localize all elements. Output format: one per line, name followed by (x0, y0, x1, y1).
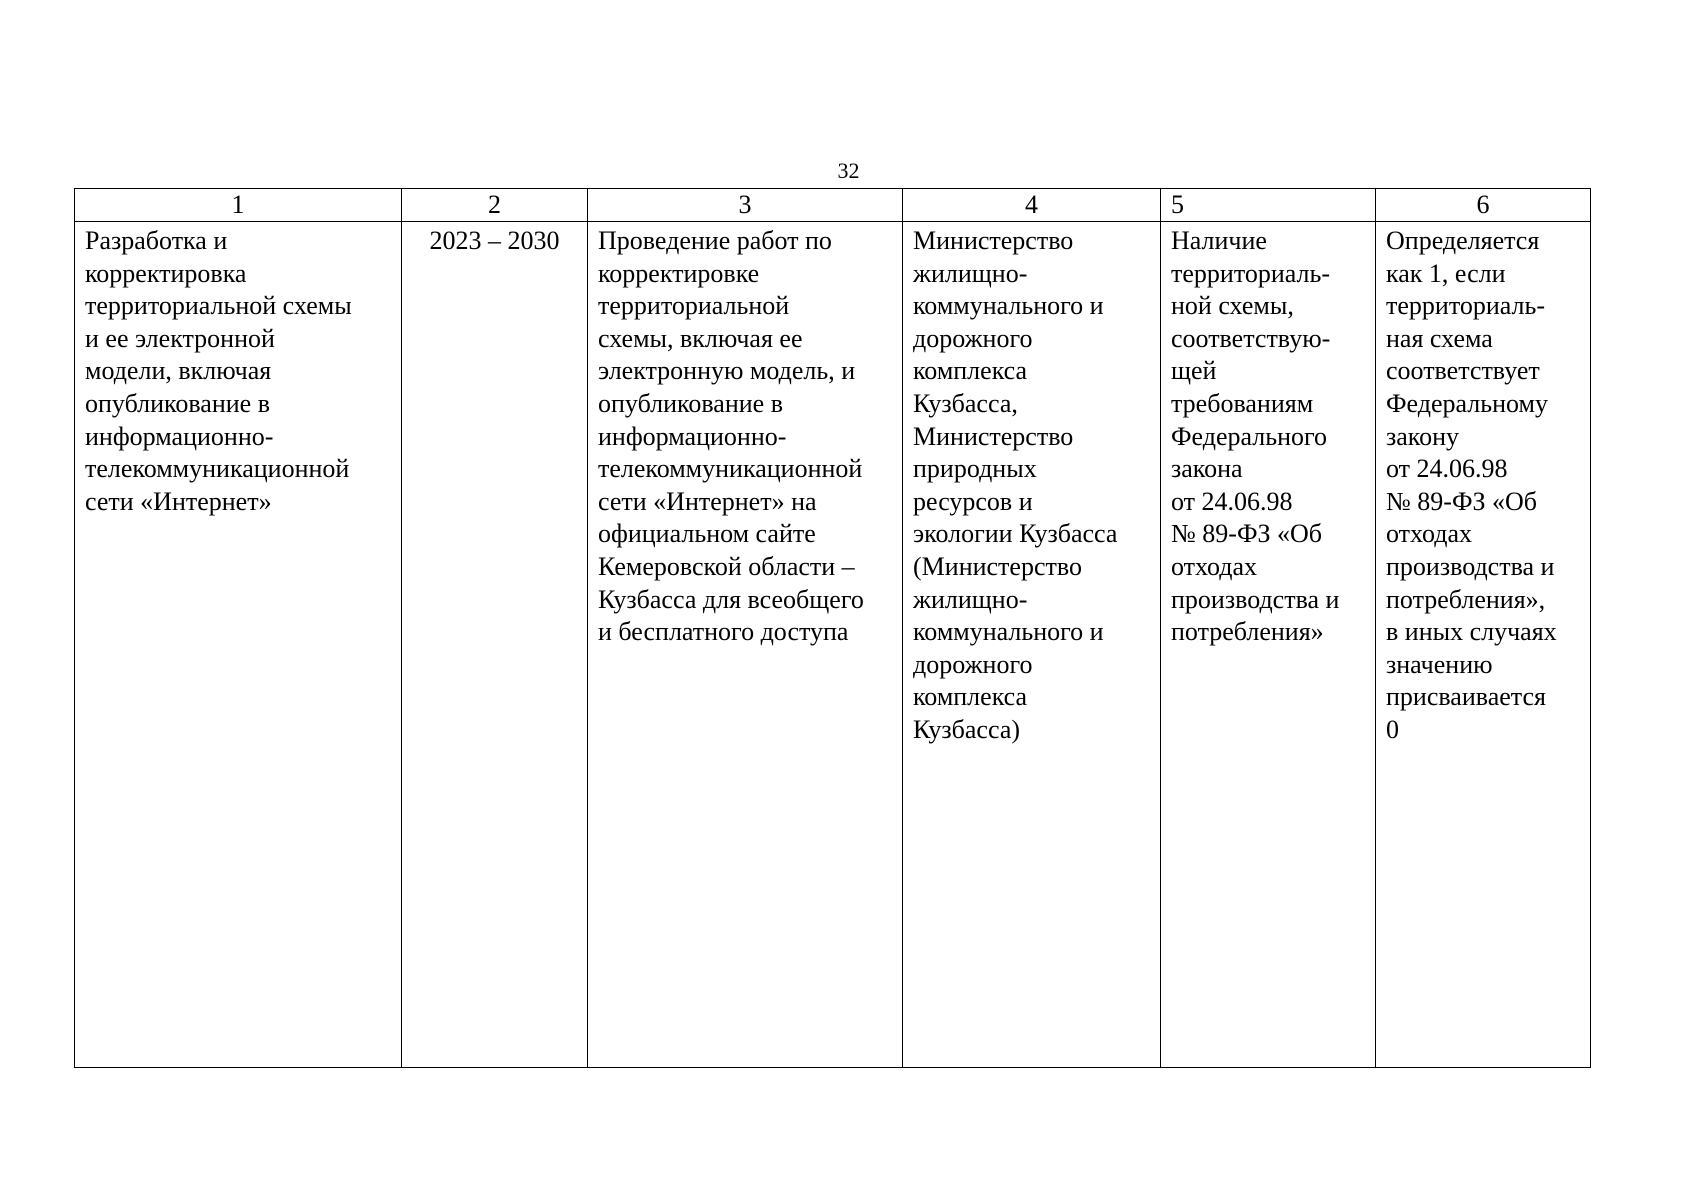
cell-activity: Разработка и корректировка территориальной схемы и ее электронной модели, включая опубликование в информационно- телекоммуникационной сети «Интернет» (75, 222, 402, 1068)
column-header-3: 3 (588, 189, 903, 222)
table-header-row (75, 189, 1591, 222)
column-header-2: 2 (402, 189, 588, 222)
cell-responsible: Министерство жилищно- коммунального и дорожного комплекса Кузбасса, Министерство природных ресурсов и экологии Кузбасса (Министерство жилищно- коммунального и дорожного комплекса Кузбасса) (903, 222, 1161, 1068)
document-table (74, 188, 1591, 1068)
cell-work-description: Проведение работ по корректировке территориальной схемы, включая ее электронную модель, и опубликование в информационно- телекоммуникационной сети «Интернет» на официальном сайте Кемеровской области – Кузбасса для всеобщего и бесплатного доступа (588, 222, 903, 1068)
cell-period: 2023 – 2030 (402, 222, 588, 1068)
column-header-1: 1 (75, 189, 402, 222)
table-row (75, 222, 1591, 1068)
column-header-6: 6 (1376, 189, 1591, 222)
cell-calculation-method: Определяется как 1, если территориаль- ная схема соответствует Федеральному закону от 24.06.98 № 89-ФЗ «Об отходах производства и потребления», в иных случаях значению присваивается 0 (1376, 222, 1591, 1068)
cell-indicator: Наличие территориаль- ной схемы, соответствую- щей требованиям Федерального закона от 24.06.98 № 89-ФЗ «Об отходах производства и потребления» (1161, 222, 1376, 1068)
page-number: 32 (837, 158, 860, 183)
column-header-5: 5 (1161, 189, 1376, 222)
column-header-4: 4 (903, 189, 1161, 222)
